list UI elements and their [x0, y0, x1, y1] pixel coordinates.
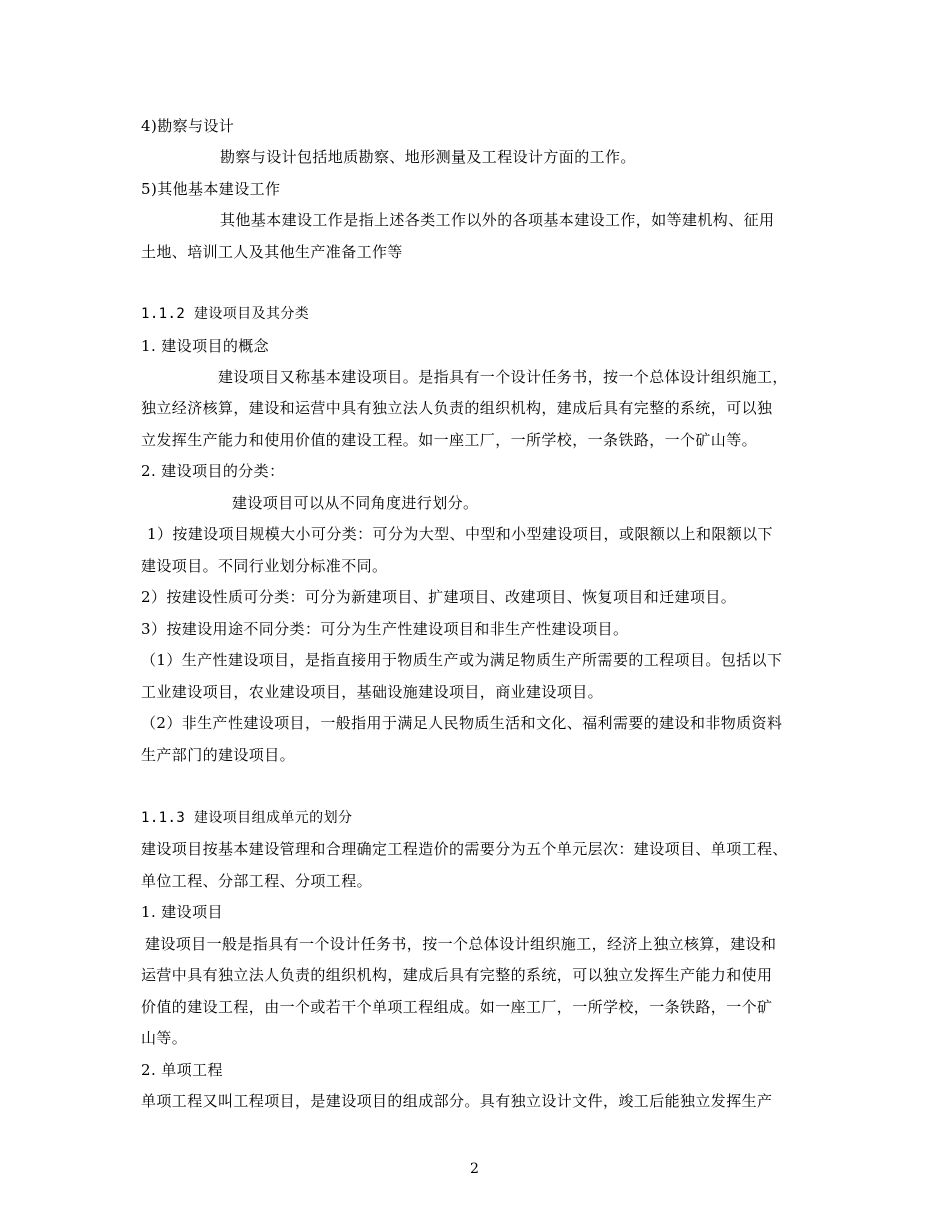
paragraph-line: 勘察与设计包括地质勘察、地形测量及工程设计方面的工作。	[220, 148, 636, 166]
section-heading-1-1-2: 1.1.2 建设项目及其分类	[141, 306, 310, 322]
subheading-concept: 1. 建设项目的概念	[141, 337, 270, 355]
heading-survey-design: 4)勘察与设计	[141, 117, 235, 135]
list-item-nature: 2）按建设性质可分类：可分为新建项目、扩建项目、改建项目、恢复项目和迁建项目。	[141, 588, 737, 606]
paragraph-line: 生产部门的建设项目。	[141, 746, 296, 764]
paragraph-line: 建设项目又称基本建设项目。是指具有一个设计任务书，按一个总体设计组织施工，	[218, 368, 788, 386]
paragraph-line: 价值的建设工程，由一个或若干个单项工程组成。如一座工厂，一所学校，一条铁路，一个矿	[141, 998, 773, 1016]
paragraph-line: 建设项目按基本建设管理和合理确定工程造价的需要分为五个单元层次：建设项目、单项工程、	[141, 840, 788, 858]
paragraph-line: 其他基本建设工作是指上述各类工作以外的各项基本建设工作，如等建机构、征用	[220, 211, 775, 229]
subheading-single-project: 2. 单项工程	[141, 1061, 223, 1079]
paragraph-line: 单位工程、分部工程、分项工程。	[141, 872, 373, 890]
paragraph-line: 山等。	[141, 1029, 188, 1047]
paragraph-line: 土地、培训工人及其他生产准备工作等	[141, 243, 403, 261]
paragraph-line: 建设项目。不同行业划分标准不同。	[141, 557, 388, 575]
paragraph-line: 建设项目一般是指具有一个设计任务书，按一个总体设计组织施工，经济上独立核算，建设和	[145, 935, 777, 953]
paragraph-line: 运营中具有独立法人负责的组织机构，建成后具有完整的系统，可以独立发挥生产能力和使用	[141, 966, 773, 984]
subheading-construction-project: 1. 建设项目	[141, 903, 223, 921]
paragraph-line: 单项工程又叫工程项目，是建设项目的组成部分。具有独立设计文件，竣工后能独立发挥生产	[141, 1092, 773, 1110]
list-item-usage: 3）按建设用途不同分类：可分为生产性建设项目和非生产性建设项目。	[141, 620, 629, 638]
paragraph-line: 工业建设项目，农业建设项目，基础设施建设项目，商业建设项目。	[141, 683, 604, 701]
heading-other-construction: 5)其他基本建设工作	[141, 180, 281, 198]
list-item-nonproductive: （2）非生产性建设项目，一般指用于满足人民物质生活和文化、福利需要的建设和非物质资料	[141, 714, 783, 732]
list-item-productive: （1）生产性建设项目，是指直接用于物质生产或为满足物质生产所需要的工程项目。包括以下	[141, 651, 783, 669]
subheading-classification: 2. 建设项目的分类：	[141, 462, 285, 480]
paragraph-line: 独立经济核算，建设和运营中具有独立法人负责的组织机构，建成后具有完整的系统，可以独	[141, 399, 773, 417]
section-heading-1-1-3: 1.1.3 建设项目组成单元的划分	[141, 810, 353, 826]
paragraph-line: 立发挥生产能力和使用价值的建设工程。如一座工厂，一所学校，一条铁路，一个矿山等。	[141, 431, 758, 449]
list-item-scale: 1）按建设项目规模大小可分类：可分为大型、中型和小型建设项目，或限额以上和限额以下	[147, 525, 773, 543]
paragraph-line: 建设项目可以从不同角度进行划分。	[232, 494, 479, 512]
page-number: 2	[470, 1161, 479, 1177]
